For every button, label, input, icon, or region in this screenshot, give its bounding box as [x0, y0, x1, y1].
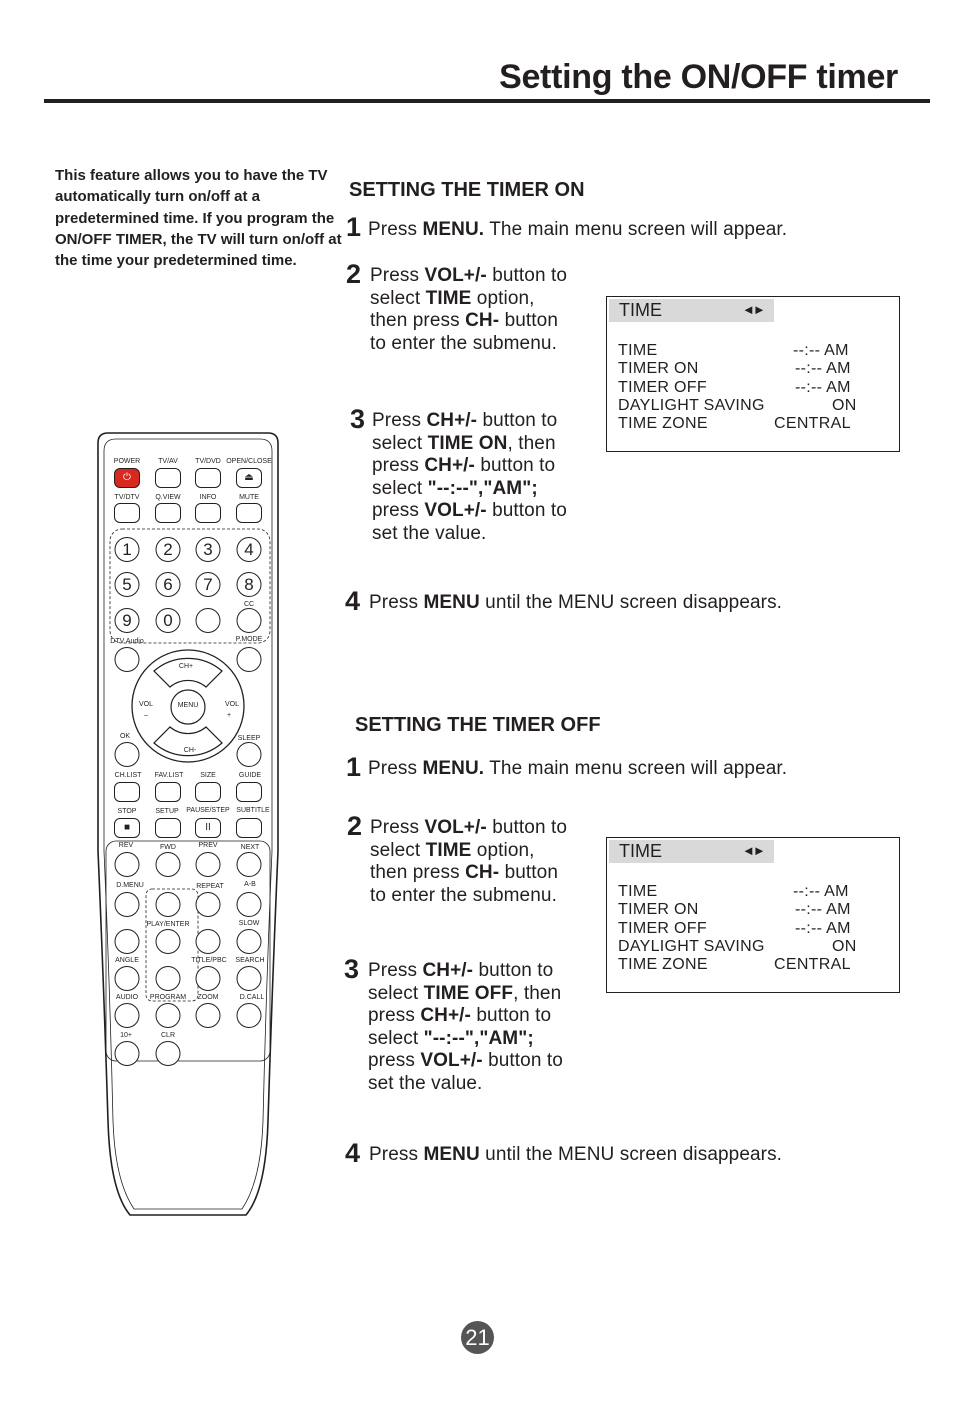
remote-label-repeat: REPEAT	[196, 883, 224, 890]
p-mode-button	[237, 647, 262, 672]
remote-label-dmenu: D.MENU	[116, 882, 144, 889]
menu-row-label: TIMER ON	[618, 901, 699, 918]
play-enter-button	[156, 929, 181, 954]
off-step-4-text: Press MENU until the MENU screen disappears.	[369, 1144, 783, 1165]
remote-label-titlepbc: TITLE/PBC	[191, 957, 227, 964]
menu-row-label: DAYLIGHT SAVING	[618, 397, 765, 414]
section-heading-timer-off: SETTING THE TIMER OFF	[355, 714, 601, 736]
menu-row-label: TIMER OFF	[618, 920, 707, 937]
menu-title-bar	[609, 299, 774, 322]
setup-button	[155, 818, 181, 838]
tv-av-button	[155, 468, 181, 488]
remote-label-dcall: D.CALL	[239, 994, 265, 1001]
search-button	[237, 966, 262, 991]
remote-label-audio: AUDIO	[115, 994, 139, 1001]
digit-6-button: 6	[156, 572, 181, 597]
stop-button	[114, 818, 140, 838]
dash-button	[196, 608, 221, 633]
remote-label-guide: GUIDE	[238, 772, 262, 779]
pause-step-button	[195, 818, 221, 838]
remote-label-playenter: PLAY/ENTER	[146, 921, 190, 928]
off-step-2-number: 2	[347, 811, 363, 841]
remote-label-tenplus: 10+	[120, 1032, 132, 1039]
on-step-4-text: Press MENU until the MENU screen disappears.	[369, 592, 783, 613]
off-step-3-text: Press CH+/- button to select TIME OFF, then press CH+/- button to select "--:--","AM"; press VOL+/- button to set the value.	[368, 960, 563, 1094]
tv-dtv-button	[114, 503, 140, 523]
menu-row-label: DAYLIGHT SAVING	[618, 938, 765, 955]
digit-8-button: 8	[237, 572, 262, 597]
remote-label-dtvaudio: DTV Audio	[110, 638, 144, 645]
audio-button	[115, 1003, 140, 1028]
on-step-4-number: 4	[345, 586, 361, 616]
remote-label-pausestep: PAUSE/STEP	[186, 807, 230, 814]
subtitle-button	[236, 818, 262, 838]
remote-label-chminus: CH-	[183, 747, 197, 754]
remote-label-qview: Q.VIEW	[155, 494, 181, 501]
title-divider	[44, 99, 930, 103]
remote-label-setup: SETUP	[155, 808, 179, 815]
remote-label-info: INFO	[199, 494, 217, 501]
menu-row-value: CENTRAL	[774, 415, 851, 432]
digit-9-button: 9	[115, 608, 140, 633]
remote-label-next: NEXT	[240, 844, 260, 851]
d-call-button	[237, 1003, 262, 1028]
guide-button	[236, 782, 262, 802]
remote-label-fwd: FWD	[160, 844, 176, 851]
page-number: 21	[461, 1321, 494, 1354]
d-menu-button	[115, 892, 140, 917]
menu-row-value: ON	[832, 938, 857, 955]
left-right-arrows-icon: ◄►	[742, 843, 764, 858]
program-button	[156, 1003, 181, 1028]
remote-label-favlist: FAV.LIST	[154, 772, 184, 779]
remote-label-subtitle: SUBTITLE	[236, 807, 270, 814]
remote-label-slow: SLOW	[238, 920, 260, 927]
on-step-1-text: Press MENU. The main menu screen will appear.	[368, 219, 788, 240]
digit-7-button: 7	[196, 572, 221, 597]
intro-paragraph: This feature allows you to have the TV automatically turn on/off at a predetermined time. If you program the ON/OFF TIMER, the TV will turn on/off at the time your predetermined time.	[55, 167, 342, 270]
next-button	[237, 852, 262, 877]
remote-label-volminus: –	[144, 712, 148, 719]
q-view-button	[155, 503, 181, 523]
menu-row-label: TIME ZONE	[618, 415, 708, 432]
remote-label-pmode: P.MODE	[235, 636, 263, 643]
digit-1-button: 1	[115, 537, 140, 562]
off-step-4-number: 4	[345, 1138, 361, 1168]
left-right-arrows-icon: ◄►	[742, 302, 764, 317]
cc-button	[237, 608, 262, 633]
menu-row-label: TIME	[618, 883, 658, 900]
remote-label-tvdtv: TV/DTV	[114, 494, 140, 501]
ten-plus-button	[115, 1041, 140, 1066]
slow-button	[237, 929, 262, 954]
time-menu-screen	[606, 296, 900, 452]
digit-3-button: 3	[196, 537, 221, 562]
off-step-1-number: 1	[346, 752, 362, 782]
remote-label-mute: MUTE	[239, 494, 259, 501]
digit-2-button: 2	[156, 537, 181, 562]
menu-row-label: TIMER OFF	[618, 379, 707, 396]
ch-list-button	[114, 782, 140, 802]
menu-row-label: TIMER ON	[618, 360, 699, 377]
remote-label-chplus: CH+	[178, 663, 194, 670]
remote-label-angle: ANGLE	[115, 957, 139, 964]
remote-label-rev: REV	[118, 842, 134, 849]
off-step-2-text: Press VOL+/- button to select TIME option, then press CH- button to enter the submenu.	[370, 817, 568, 906]
off-step-1-text: Press MENU. The main menu screen will appear.	[368, 758, 788, 779]
mute-button	[236, 503, 262, 523]
size-button	[195, 782, 221, 802]
dtv-audio-button	[115, 647, 140, 672]
menu-row-value: --:-- AM	[795, 360, 851, 377]
menu-row-label: TIME	[618, 342, 658, 359]
remote-label-openclose: OPEN/CLOSE	[226, 458, 272, 465]
on-step-3-text: Press CH+/- button to select TIME ON, then press CH+/- button to select "--:--","AM"; press VOL+/- button to set the value.	[372, 410, 567, 544]
remote-label-cc: CC	[243, 601, 255, 608]
a-b-button	[237, 892, 262, 917]
remote-label-ok: OK	[119, 733, 131, 740]
remote-label-clr: CLR	[160, 1032, 176, 1039]
clr-button	[156, 1041, 181, 1066]
section-heading-timer-on: SETTING THE TIMER ON	[349, 179, 585, 201]
remote-label-stop: STOP	[117, 808, 137, 815]
digit-0-button: 0	[156, 608, 181, 633]
repeat-button	[196, 892, 221, 917]
on-step-1-number: 1	[346, 212, 362, 242]
remote-label-prev: PREV	[198, 842, 218, 849]
on-step-2-number: 2	[346, 259, 362, 289]
remote-label-volplus: +	[226, 712, 232, 719]
remote-label-sleep: SLEEP	[237, 735, 261, 742]
power-button	[114, 468, 140, 488]
title-pbc-button	[196, 966, 221, 991]
rev-button	[115, 852, 140, 877]
menu-row-value: --:-- AM	[793, 342, 849, 359]
menu-row-value: --:-- AM	[795, 901, 851, 918]
menu-row-value: --:-- AM	[795, 379, 851, 396]
on-step-3-number: 3	[350, 404, 366, 434]
fwd-button	[156, 852, 181, 877]
remote-label-vol-right: VOL	[224, 701, 240, 708]
menu-title: TIME	[619, 841, 662, 861]
info-button	[195, 503, 221, 523]
remote-label-tvav: TV/AV	[158, 458, 178, 465]
remote-label-tvdvd: TV/DVD	[195, 458, 221, 465]
angle-button	[115, 966, 140, 991]
sleep-button	[237, 742, 262, 767]
remote-label-chlist: CH.LIST	[114, 772, 142, 779]
menu-row-value: --:-- AM	[793, 883, 849, 900]
remote-label-ab: A-B	[244, 881, 256, 888]
zoom-button	[196, 1003, 221, 1028]
remote-label-size: SIZE	[200, 772, 216, 779]
stop-icon: ■	[123, 822, 131, 833]
up-arrow-button	[156, 892, 181, 917]
remote-control	[96, 431, 280, 1218]
power-icon: ⏻	[123, 472, 131, 483]
remote-label-menu: MENU	[177, 702, 199, 709]
remote-label-zoom: ZOOM	[197, 994, 219, 1001]
remote-label-program: PROGRAM	[149, 994, 187, 1001]
on-step-2-text: Press VOL+/- button to select TIME option, then press CH- button to enter the submenu.	[370, 265, 568, 354]
left-arrow-button	[115, 929, 140, 954]
menu-title: TIME	[619, 300, 662, 320]
menu-row-value: CENTRAL	[774, 956, 851, 973]
remote-label-search: SEARCH	[235, 957, 265, 964]
off-step-3-number: 3	[344, 954, 360, 984]
tv-dvd-button	[195, 468, 221, 488]
fav-list-button	[155, 782, 181, 802]
prev-button	[196, 852, 221, 877]
menu-row-label: TIME ZONE	[618, 956, 708, 973]
open-close-button	[236, 468, 262, 488]
digit-4-button: 4	[237, 537, 262, 562]
open-close-icon: ⏏	[244, 472, 254, 483]
pause-step-icon: II	[205, 822, 211, 833]
remote-label-power: POWER	[113, 458, 141, 465]
right-arrow-button	[196, 929, 221, 954]
ok-button	[115, 742, 140, 767]
remote-label-vol-left: VOL	[138, 701, 154, 708]
menu-title-bar	[609, 840, 774, 863]
page-title: Setting the ON/OFF timer	[499, 58, 898, 96]
down-arrow-button	[156, 966, 181, 991]
time-menu-screen	[606, 837, 900, 993]
menu-row-value: ON	[832, 397, 857, 414]
digit-5-button: 5	[115, 572, 140, 597]
menu-row-value: --:-- AM	[795, 920, 851, 937]
